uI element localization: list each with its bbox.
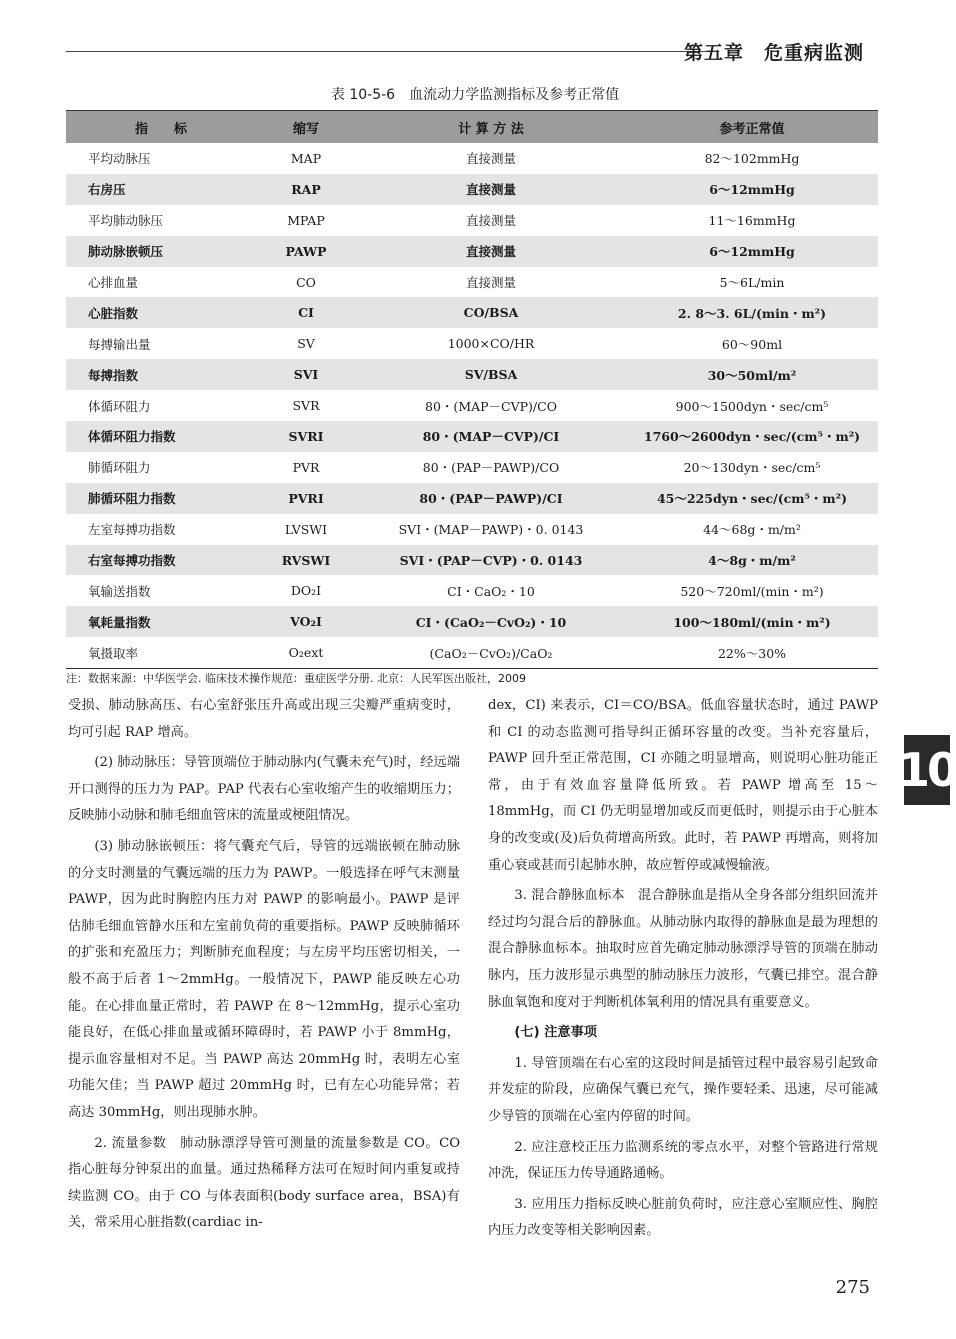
table-cell: 氧输送指数 [88, 583, 151, 599]
table-cell: 1000×CO/HR [447, 336, 535, 352]
table-cell: 直接测量 [356, 236, 626, 267]
table-row [66, 637, 878, 668]
table-row [66, 483, 878, 514]
paragraph-text: 混合静脉血是指从全身各部分组织回流并经过均匀混合后的静脉血。从肺动脉内取得的静脉血是最为理想的混合静脉血标本。抽取时应首先确定肺动脉漂浮导管的顶端在肺动脉内，压力波形显示典型的肺动脉压力波形，气囊已排空。混合静脉血氧饱和度对于判断机体氧利用的情况具有重要意义。 [488, 888, 879, 1010]
table-cell: 2. 8～3. 6L/(min・m²) [626, 297, 878, 328]
table-row [66, 174, 878, 205]
table-cell: 900～1500dyn・sec/cm⁵ [675, 398, 829, 414]
table-cell: DO₂I [290, 583, 322, 599]
paragraph: 2. 应注意校正压力监测系统的零点水平，对整个管路进行常规冲洗，保证压力传导通路通畅。 [488, 1139, 878, 1182]
header-abbr: 缩写 [256, 111, 356, 144]
paragraph: 1. 导管顶端在右心室的这段时间是插管过程中最容易引起致命并发症的阶段，应确保气囊已充气，操作要轻柔、迅速，尽可能减少导管的顶端在心室内停留的时间。 [488, 1055, 878, 1124]
table-cell: 右房压 [66, 174, 256, 205]
table-cell: O₂ext [256, 637, 356, 668]
section-heading: (七) 注意事项 [514, 1025, 597, 1041]
table-cell: 氧耗量指数 [66, 606, 256, 637]
header-rule [66, 51, 712, 52]
table-cell: 平均肺动脉压 [88, 213, 164, 229]
table-row [66, 267, 878, 298]
table-header-row [66, 111, 878, 144]
table-cell: 肺循环阻力 [88, 460, 151, 476]
table-cell: PVR [292, 459, 320, 475]
table-caption: 表 10-5-6 血流动力学监测指标及参考正常值 [330, 87, 620, 103]
table-cell: CI [256, 297, 356, 328]
table-cell: CO [296, 274, 316, 290]
table-cell: 体循环阻力指数 [66, 421, 256, 452]
right-column [488, 693, 878, 1249]
table-cell: 氧摄取率 [66, 637, 256, 668]
table-cell: 1760～2600dyn・sec/(cm⁵・m²) [626, 421, 878, 452]
table-cell: 6～12mmHg [626, 236, 878, 267]
table-cell: PVRI [256, 483, 356, 514]
table-row [66, 297, 878, 328]
header-calc: 计 算 方 法 [356, 111, 626, 144]
paragraph: dex，CI) 来表示，CI＝CO/BSA。低血容量状态时，通过 PAWP 和 CI 的动态监测可指导纠正循环容量的改变。当补充容量后，PAWP 回升至正常范围，CI 亦随之明显增高，则说明心脏功能正常，由于有效血容量降低所致。若 PAWP 增高至 15～18mmHg，而 CI 仍无明显增加或反而更低时，则提示由于心脏本身的改变或(及)后负荷增高所致。此时，若 PAWP 再增高，则将加重心衰或甚而引起肺水肿，故应暂停或减慢输液。 [488, 698, 878, 873]
table-row [66, 143, 878, 174]
chapter-title: 第五章 危重病监测 [683, 42, 864, 64]
paragraph: (3) 肺动脉嵌顿压：将气囊充气后，导管的远端嵌顿在肺动脉的分支时测量的气囊远端的压力为 PAWP。一般选择在呼气末测量 PAWP，因为此时胸腔内压力对 PAWP 的影响最小。PAWP 是评估肺毛细血管静水压和左室前负荷的重要指标。PAWP 反映肺循环的扩张和充盈压力；判断肺充血程度；与左房平均压密切相关，一般不高于后者 1～2mmHg。一般情况下，PAWP 能反映左心功能。在心排血量正常时，若 PAWP 在 8～12mmHg，提示心室功能良好，在低心排血量或循环障碍时，若 PAWP 小于 8mmHg，提示血容量相对不足。当 PAWP 高达 20mmHg 时，表明左心室功能欠佳；当 PAWP 超过 20mmHg 时，已有左心功能异常；若高达 30mmHg，则出现肺水肿。 [68, 838, 460, 1120]
table-cell: MAP [290, 150, 322, 166]
table-cell: 4～8g・m/m² [626, 545, 878, 576]
table-note: 注：数据来源：中华医学会. 临床技术操作规范：重症医学分册. 北京：人民军医出版社，2009 [66, 672, 526, 685]
table-cell: SVI [256, 359, 356, 390]
table-cell: 11～16mmHg [708, 213, 796, 229]
table-cell: 80・(PAP－PAWP)/CI [356, 483, 626, 514]
table-cell: PAWP [256, 236, 356, 267]
table-cell: 每搏输出量 [88, 336, 151, 352]
table-cell: 每搏指数 [66, 359, 256, 390]
table-cell: SVI・(MAP－PAWP)・0. 0143 [398, 522, 584, 538]
table-cell: 直接测量 [465, 151, 516, 167]
table-cell: CI・(CaO₂－CvO₂)・10 [356, 606, 626, 637]
table-cell: 44～68g・m/m² [703, 522, 801, 538]
table-row [66, 328, 878, 359]
chapter-tab: 10 [904, 735, 950, 805]
table-cell: 22%～30% [626, 637, 878, 668]
table-cell: 肺动脉嵌顿压 [66, 236, 256, 267]
table-row [66, 575, 878, 606]
table-cell: 80・(MAP－CVP)/CI [356, 421, 626, 452]
paragraph [68, 1131, 460, 1237]
table-cell: SV [297, 336, 315, 352]
table-row [66, 545, 878, 576]
table-cell: 平均动脉压 [88, 151, 151, 167]
page-number: 275 [835, 1277, 870, 1298]
subheading: 3. 混合静脉血标本 [514, 888, 625, 904]
table-row [66, 452, 878, 483]
table-cell: 左室每搏功指数 [88, 522, 176, 538]
table-cell: 80・(MAP－CVP)/CO [425, 398, 557, 414]
table-cell: 60～90ml [721, 336, 783, 352]
table-cell: SV/BSA [356, 359, 626, 390]
left-column [68, 693, 460, 1241]
table-cell: 直接测量 [465, 213, 516, 229]
paragraph: (2) 肺动脉压：导管顶端位于肺动脉内(气囊未充气)时，经远端开口测得的压力为 PAP。PAP 代表右心室收缩产生的收缩期压力；反映肺小动脉和肺毛细血管床的流量或梗阻情况。 [68, 755, 460, 824]
table-cell: MPAP [287, 212, 325, 228]
table-cell: 体循环阻力 [88, 398, 151, 414]
paragraph-text: 肺动脉漂浮导管可测量的流量参数是 CO。CO 指心脏每分钟泵出的血量。通过热稀释方法可在短时间内重复或持续监测 CO。由于 CO 与体表面积(body surface area，BSA)有关，常采用心脏指数(cardiac in- [68, 1135, 460, 1231]
table-cell: 直接测量 [356, 174, 626, 205]
table-cell: 45～225dyn・sec/(cm⁵・m²) [626, 483, 878, 514]
header-indicator: 指 标 [66, 111, 256, 144]
table-cell: 5～6L/min [719, 275, 785, 290]
table-cell: 直接测量 [465, 275, 516, 290]
table-cell: 心排血量 [88, 275, 139, 290]
table-cell: CI・CaO₂・10 [447, 583, 535, 599]
table-cell: 20～130dyn・sec/cm⁵ [683, 460, 821, 476]
table-cell: 82～102mmHg [704, 151, 800, 167]
table-row [66, 205, 878, 236]
table-cell: SVR [292, 398, 320, 414]
subheading: 2. 流量参数 [94, 1135, 167, 1151]
paragraph [488, 883, 878, 1016]
paragraph: 受损、肺动脉高压、右心室舒张压升高或出现三尖瓣严重病变时，均可引起 RAP 增高。 [68, 698, 460, 740]
table-row [66, 606, 878, 637]
table-cell: SVRI [256, 421, 356, 452]
table-row [66, 236, 878, 267]
table-cell: 80・(PAP－PAWP)/CO [422, 460, 560, 476]
table-cell: 100～180ml/(min・m²) [626, 606, 878, 637]
table-cell: 30～50ml/m² [626, 359, 878, 390]
table-cell: SVI・(PAP－CVP)・0. 0143 [356, 545, 626, 576]
table-cell: LVSWI [284, 521, 328, 537]
table-cell: (CaO₂－CvO₂)/CaO₂ [356, 637, 626, 668]
table-row [66, 390, 878, 421]
table-cell: CO/BSA [356, 297, 626, 328]
hemodynamic-table [66, 110, 878, 669]
table-row [66, 514, 878, 545]
table-cell: 520～720ml/(min・m²) [680, 583, 824, 599]
table-row [66, 421, 878, 452]
paragraph: 3. 应用压力指标反映心脏前负荷时，应注意心室顺应性、胸腔内压力改变等相关影响因素。 [488, 1196, 878, 1239]
table-cell: VO₂I [256, 606, 356, 637]
table-cell: 心脏指数 [66, 297, 256, 328]
table-row [66, 359, 878, 390]
table-cell: 右室每搏功指数 [66, 545, 256, 576]
header-ref: 参考正常值 [626, 111, 878, 144]
table-cell: 6～12mmHg [626, 174, 878, 205]
table-cell: RAP [256, 174, 356, 205]
table-cell: 肺循环阻力指数 [66, 483, 256, 514]
table-cell: RVSWI [256, 545, 356, 576]
